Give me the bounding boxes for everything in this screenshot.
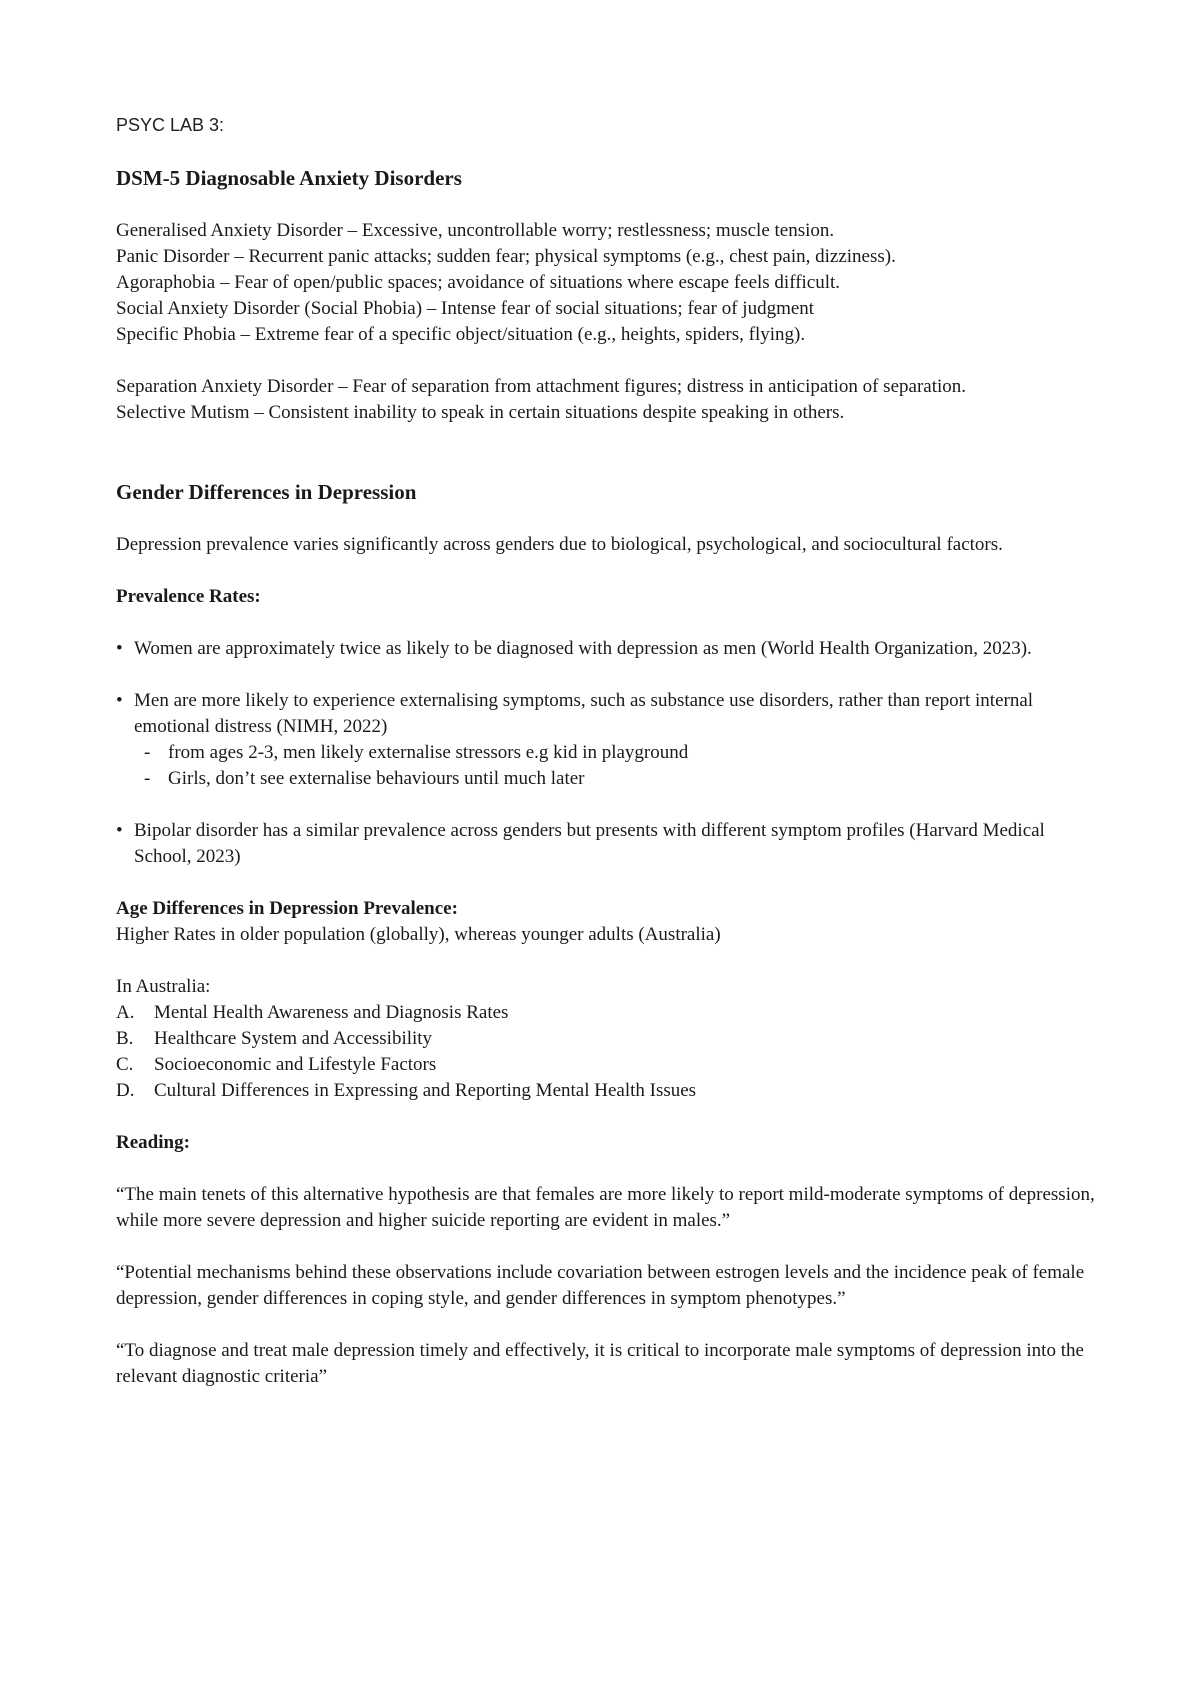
list-letter: D. [116,1080,135,1101]
list-letter: B. [116,1028,134,1049]
lab-title: PSYC LAB 3: [116,115,225,135]
list-item [116,818,1101,870]
list-item [116,1026,1101,1052]
anxiety-disorder-item: Agoraphobia – Fear of open/public spaces; avoidance of situations where escape feels difficult. [116,272,841,293]
list-item [116,1052,1101,1078]
gender-intro: Depression prevalence varies significantly across genders due to biological, psychological, and sociocultural factors. [116,534,1003,555]
list-item-text: Men are more likely to experience externalising symptoms, such as substance use disorders, rather than report internal emotional distress (NIMH, 2022) [134,690,1034,737]
list-item-text: Bipolar disorder has a similar prevalence across genders but presents with different symptom profiles (Harvard Medical School, 2023) [134,820,1045,867]
list-letter: A. [116,1002,135,1023]
reading-heading: Reading: [116,1132,190,1153]
australia-label: In Australia: [116,976,211,997]
australia-factor-list [116,1000,1101,1104]
prevalence-heading: Prevalence Rates: [116,586,261,607]
anxiety-disorder-item: Panic Disorder – Recurrent panic attacks; sudden fear; physical symptoms (e.g., chest pain, dizziness). [116,246,896,267]
prevalence-list [116,636,1101,870]
anxiety-disorder-item: Separation Anxiety Disorder – Fear of separation from attachment figures; distress in anticipation of separation. [116,376,967,397]
sub-list [134,740,1101,792]
list-item-text: Socioeconomic and Lifestyle Factors [154,1054,437,1075]
list-item-text: Mental Health Awareness and Diagnosis Rates [154,1002,509,1023]
list-item-text: Women are approximately twice as likely to be diagnosed with depression as men (World Health Organization, 2023). [134,638,1032,659]
sub-list-item-text: Girls, don’t see externalise behaviours until much later [168,768,585,789]
bullet-icon: • [116,690,123,711]
age-heading: Age Differences in Depression Prevalence: [116,898,458,919]
gender-heading: Gender Differences in Depression [116,480,417,504]
list-item-text: Healthcare System and Accessibility [154,1028,433,1049]
anxiety-heading: DSM-5 Diagnosable Anxiety Disorders [116,166,462,190]
list-letter: C. [116,1054,134,1075]
anxiety-disorder-item: Specific Phobia – Extreme fear of a specific object/situation (e.g., heights, spiders, flying). [116,324,806,345]
reading-quote: “The main tenets of this alternative hypothesis are that females are more likely to report mild-moderate symptoms of depression, while more severe depression and higher suicide reporting are evident in males.” [116,1184,1095,1231]
anxiety-disorder-list [116,218,1101,348]
list-item [116,1078,1101,1104]
anxiety-disorder-list-2 [116,374,1101,426]
sub-list-item [144,766,1101,792]
dash-icon: - [144,768,151,789]
bullet-icon: • [116,820,123,841]
document-body [116,112,1101,1390]
anxiety-disorder-item: Selective Mutism – Consistent inability to speak in certain situations despite speaking in others. [116,402,845,423]
list-item [116,636,1101,662]
anxiety-disorder-item: Social Anxiety Disorder (Social Phobia) – Intense fear of social situations; fear of judgment [116,298,815,319]
sub-list-item-text: from ages 2-3, men likely externalise stressors e.g kid in playground [168,742,689,763]
age-text: Higher Rates in older population (globally), whereas younger adults (Australia) [116,924,721,945]
reading-quote: “To diagnose and treat male depression timely and effectively, it is critical to incorporate male symptoms of depression into the relevant diagnostic criteria” [116,1340,1084,1387]
list-item [116,1000,1101,1026]
list-item [116,688,1101,792]
bullet-icon: • [116,638,123,659]
dash-icon: - [144,742,151,763]
sub-list-item [144,740,1101,766]
list-item-text: Cultural Differences in Expressing and Reporting Mental Health Issues [154,1080,697,1101]
reading-quote: “Potential mechanisms behind these observations include covariation between estrogen levels and the incidence peak of female depression, gender differences in coping style, and gender differences in symptom phenotypes.” [116,1262,1085,1309]
anxiety-disorder-item: Generalised Anxiety Disorder – Excessive, uncontrollable worry; restlessness; muscle tension. [116,220,835,241]
